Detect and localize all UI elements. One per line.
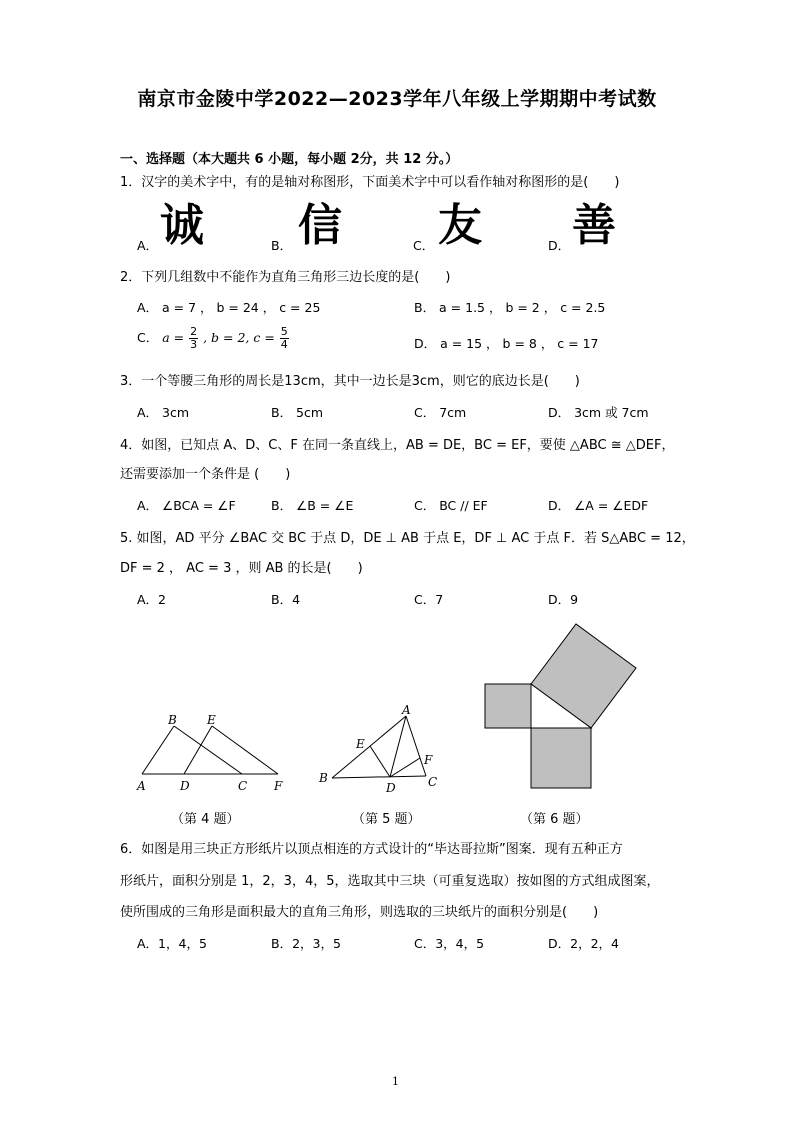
fig4-label-f: F: [274, 779, 283, 793]
figure-5: [314, 700, 444, 796]
fig5-label-e: E: [356, 737, 365, 751]
fig4-label-b: B: [168, 713, 177, 727]
fraction-denominator: 3: [190, 338, 198, 351]
q1-option-a-glyph: 诚: [160, 200, 204, 251]
q1-option-a-label: A．: [137, 238, 159, 253]
q1-option-c-glyph: 友: [438, 200, 482, 251]
q1-option-b-glyph: 信: [298, 200, 342, 251]
figure-4: [128, 708, 298, 796]
page-number: 1: [392, 1075, 399, 1088]
question-5-stem-line2: DF = 2 ， AC = 3 ，则 AB 的长是( ): [120, 561, 363, 576]
q2-c-mid: , b = 2, c =: [203, 330, 275, 345]
fig5-label-c: C: [428, 775, 438, 789]
fig4-label-d: D: [180, 779, 190, 793]
fraction-numerator: 2: [190, 325, 198, 338]
q4-option-b: B． ∠B = ∠E: [271, 498, 354, 513]
q3-option-b: B． 5cm: [271, 405, 324, 420]
q5-option-d: D．9: [548, 592, 579, 607]
question-3-stem: 3．一个等腰三角形的周长是13cm，其中一边长是3cm，则它的底边长是( ): [120, 374, 580, 389]
fraction-numerator: 5: [280, 325, 288, 338]
question-4-stem-line1: 4．如图，已知点 A、D、C、F 在同一条直线上，AB = DE，BC = EF，要使 △ABC ≅ △DEF，: [120, 438, 675, 453]
fig6-bottom-square: [531, 728, 591, 788]
q2-option-d: D． a = 15 ， b = 8 ， c = 17: [414, 336, 599, 351]
q6-option-d: D．2，2，4: [548, 936, 619, 951]
q6-option-b: B．2，3，5: [271, 936, 341, 951]
fig4-side-ef: [212, 726, 278, 774]
q2-option-b: B． a = 1.5 ， b = 2 ， c = 2.5: [414, 300, 606, 315]
q4-option-a: A． ∠BCA = ∠F: [137, 498, 236, 513]
q1-option-d-glyph: 善: [572, 200, 616, 251]
q5-option-c: C．7: [414, 592, 444, 607]
fig5-side-ab: [332, 716, 406, 778]
figure-5-caption: （第 5 题）: [352, 812, 421, 827]
fig5-label-f: F: [424, 753, 433, 767]
q5-option-b: B．4: [271, 592, 301, 607]
fig5-label-b: B: [319, 771, 328, 785]
fig6-left-square: [485, 684, 531, 728]
q5-option-a: A．2: [137, 592, 167, 607]
section-heading: 一、选择题（本大题共 6 小题，每小题 2分，共 12 分。）: [120, 152, 459, 167]
question-6-line1: 6．如图是用三块正方形纸片以顶点相连的方式设计的“毕达哥拉斯”图案．现有五种正方: [120, 842, 623, 857]
fig5-label-a: A: [402, 703, 411, 717]
fig5-side-ac: [406, 716, 426, 776]
q2-c-label: C．: [137, 330, 159, 345]
figure-6-caption: （第 6 题）: [520, 812, 589, 827]
page-title: 南京市金陵中学2022—2023学年八年级上学期期中考试数: [137, 88, 657, 110]
fig4-label-c: C: [238, 779, 248, 793]
question-5-stem-line1: 5. 如图，AD 平分 ∠BAC 交 BC 于点 D，DE ⊥ AB 于点 E，DF ⊥ AC 于点 F．若 S△ABC = 12，: [120, 531, 695, 546]
figure-6: [476, 616, 646, 794]
q1-option-b-label: B．: [271, 238, 293, 253]
fig4-label-a: A: [137, 779, 146, 793]
fig5-perp-de: [370, 746, 390, 777]
q4-option-d: D． ∠A = ∠EDF: [548, 498, 649, 513]
question-2-stem: 2．下列几组数中不能作为直角三角形三边长度的是( ): [120, 270, 451, 285]
q4-option-c: C． BC // EF: [414, 498, 488, 513]
question-1-stem: 1．汉字的美术字中，有的是轴对称图形，下面美术字中可以看作轴对称图形的是( ): [120, 175, 620, 190]
q2-option-a: A． a = 7 ， b = 24 ， c = 25: [137, 300, 321, 315]
fraction-denominator: 4: [280, 338, 288, 351]
q3-option-c: C． 7cm: [414, 405, 467, 420]
q2-c-a: a =: [162, 330, 185, 345]
q6-option-c: C．3，4，5: [414, 936, 485, 951]
q6-option-a: A．1，4，5: [137, 936, 207, 951]
q1-option-c-label: C．: [413, 238, 435, 253]
question-6-line3: 使所围成的三角形是面积最大的直角三角形，则选取的三块纸片的面积分别是( ): [120, 905, 599, 920]
q1-option-d-label: D．: [548, 238, 571, 253]
fig4-side-ab: [142, 726, 174, 774]
q2-option-c: [137, 326, 290, 351]
q2-c-fraction-c: [280, 326, 289, 351]
fig5-side-bc: [332, 776, 426, 778]
question-6-line2: 形纸片，面积分别是 1，2，3，4，5，选取其中三块（可重复选取）按如图的方式组成图案，: [120, 874, 660, 889]
figure-4-caption: （第 4 题）: [171, 812, 240, 827]
fig5-label-d: D: [386, 781, 396, 795]
fig4-label-e: E: [207, 713, 216, 727]
q3-option-a: A． 3cm: [137, 405, 190, 420]
q3-option-d: D． 3cm 或 7cm: [548, 405, 649, 420]
question-4-stem-line2: 还需要添加一个条件是 ( ): [120, 467, 291, 482]
q2-c-fraction-a: [189, 326, 198, 351]
